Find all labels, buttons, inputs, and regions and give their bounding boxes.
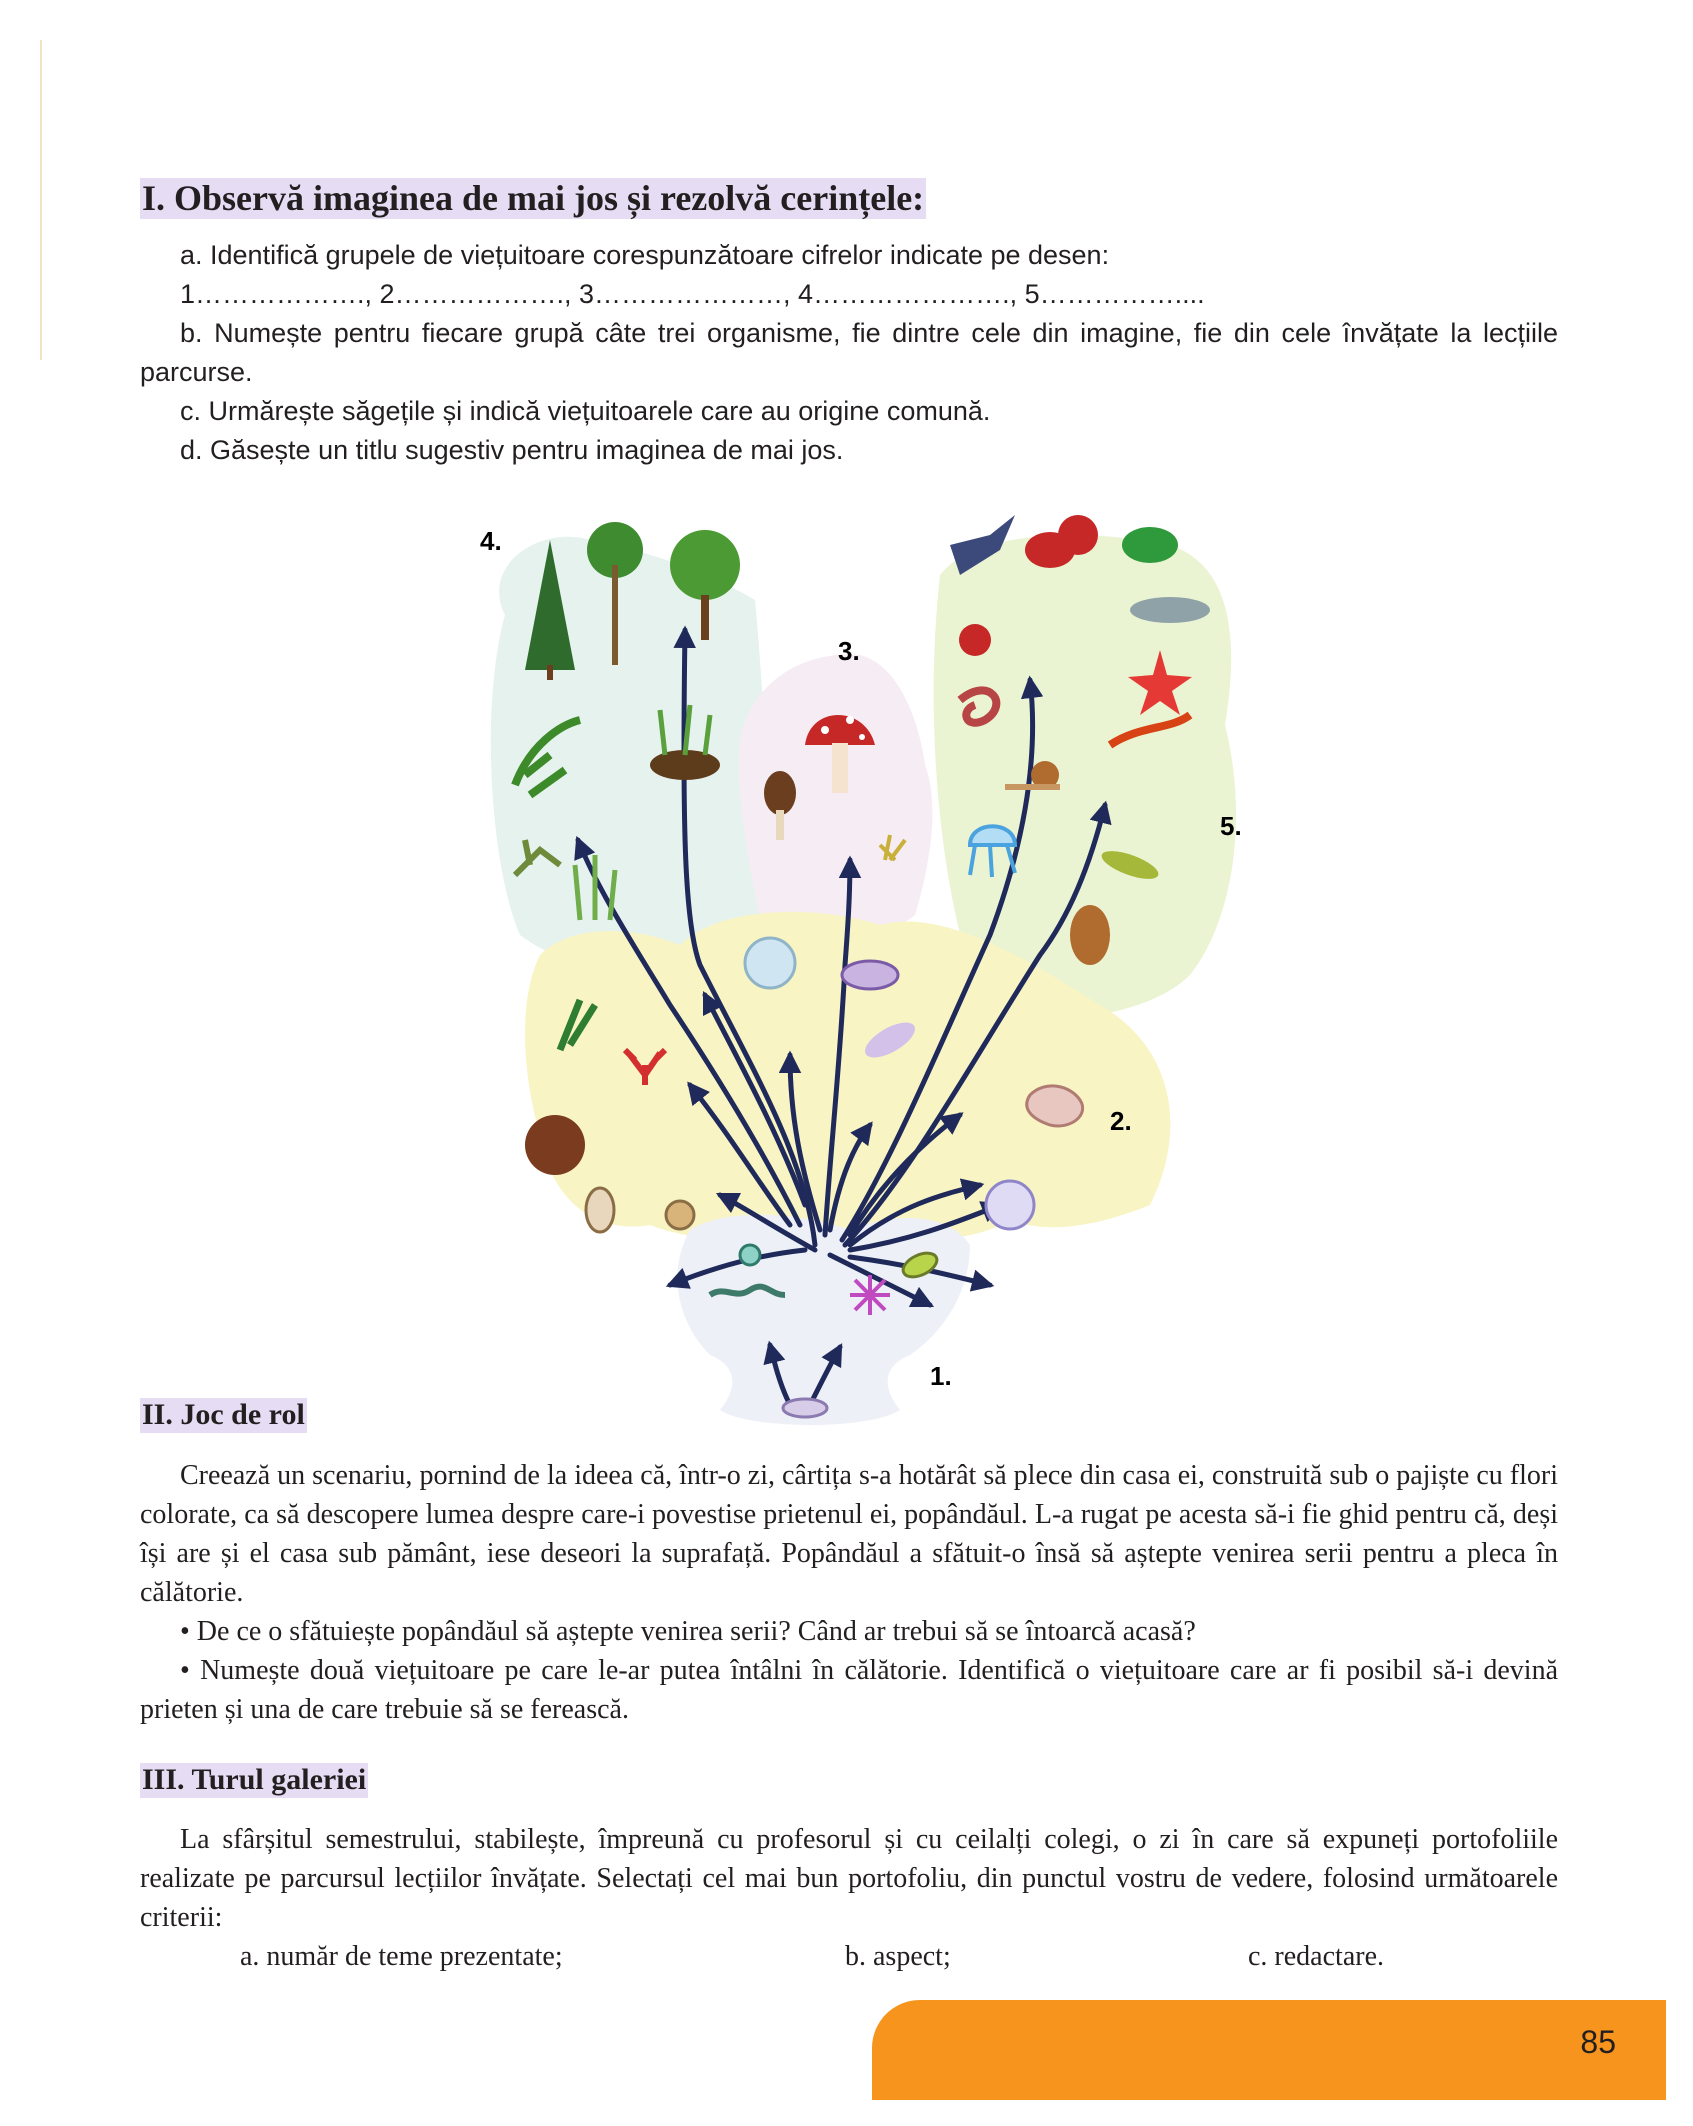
role-play-paragraph: Creează un scenariu, pornind de la ideea că, într-o zi, cârtița s-a hotărât să plece din casa ei, construită sub o pajiște cu flori colorate, ca să descopere lumea despre care-i povestise prietenul ei, popândăul. L-a rugat pe acesta să-i fie ghid pentru că, deși își are și el casa sub pământ, iese deseori la suprafață. Popândăul a sfătuit-o însă să aștepte venirea serii pentru a pleca în călătorie. xyxy=(140,1460,1558,1608)
task-c: c. Urmărește săgețile și indică viețuitoarele care au origine comună. xyxy=(180,396,991,426)
foraminifera-icon xyxy=(586,1188,614,1232)
paramecium-icon xyxy=(842,961,898,989)
gallery-paragraph: La sfârșitul semestrului, stabilește, împreună cu profesorul și cu ceilalți colegi, o zi în care să expuneți portofoliile realizate pe parcursul lecțiilor învățate. Selectați cel mai bun portofoliu, din punctul vostru de vedere, folosind următoarele criterii: xyxy=(140,1824,1558,1933)
morel-icon xyxy=(764,771,796,815)
volvox-icon xyxy=(666,1201,694,1229)
section-2-title: II. Joc de rol xyxy=(142,1398,305,1431)
label-3: 3. xyxy=(838,636,860,666)
radiolarian-icon xyxy=(986,1181,1034,1229)
brown-alga-icon xyxy=(525,1115,585,1175)
margin-rule xyxy=(40,40,42,360)
task-b: b. Numește pentru fiecare grupă câte trei organisme, fie dintre cele din imagine, fie din cele învățate la lecțiile parcurse. xyxy=(140,318,1558,387)
footer-bar xyxy=(872,2000,1666,2100)
label-1: 1. xyxy=(930,1361,952,1391)
role-play-question-2: • Numește două viețuitoare pe care le-ar putea întâlni în călătorie. Identifică o viețuitoare care ar fi posibil să-i devină prieten și una de care trebuie să se ferească. xyxy=(140,1655,1558,1725)
section-1-title: I. Observă imaginea de mai jos și rezolvă cerințele: xyxy=(142,178,925,218)
tree-of-life-diagram xyxy=(470,505,1260,1430)
label-2: 2. xyxy=(1110,1106,1132,1136)
fish-icon xyxy=(1130,597,1210,623)
label-5: 5. xyxy=(1220,811,1242,841)
flagellate-bacterium-icon xyxy=(850,1275,890,1315)
page-number: 85 xyxy=(1580,2024,1616,2060)
deciduous-tree-icon xyxy=(670,530,740,600)
section-2-body xyxy=(140,1456,1558,1729)
diatom-icon xyxy=(745,938,795,988)
region-1-background xyxy=(677,1215,970,1425)
ancestral-cell-icon xyxy=(783,1399,827,1417)
ladybug-icon xyxy=(959,624,991,656)
task-a: a. Identifică grupele de viețuitoare corespunzătoare cifrelor indicate pe desen: xyxy=(180,240,1110,270)
criterion-c: c. redactare. xyxy=(1248,1941,1384,1972)
coccus-icon xyxy=(740,1245,760,1265)
criterion-b: b. aspect; xyxy=(845,1941,951,1972)
criterion-a: a. număr de teme prezentate; xyxy=(240,1941,563,1972)
frog-icon xyxy=(1122,527,1178,563)
label-4: 4. xyxy=(480,526,502,556)
task-a-blanks: 1………………., 2………………., 3…………………, 4…………………., 5…………….... xyxy=(180,279,1205,309)
sponge-icon xyxy=(1070,905,1110,965)
section-3-title: III. Turul galeriei xyxy=(142,1763,367,1796)
role-play-question-1: • De ce o sfătuiește popândăul să aștepte venirea serii? Când ar trebui să se întoarcă acasă? xyxy=(180,1616,1196,1647)
task-d: d. Găsește un titlu sugestiv pentru imaginea de mai jos. xyxy=(180,435,844,465)
